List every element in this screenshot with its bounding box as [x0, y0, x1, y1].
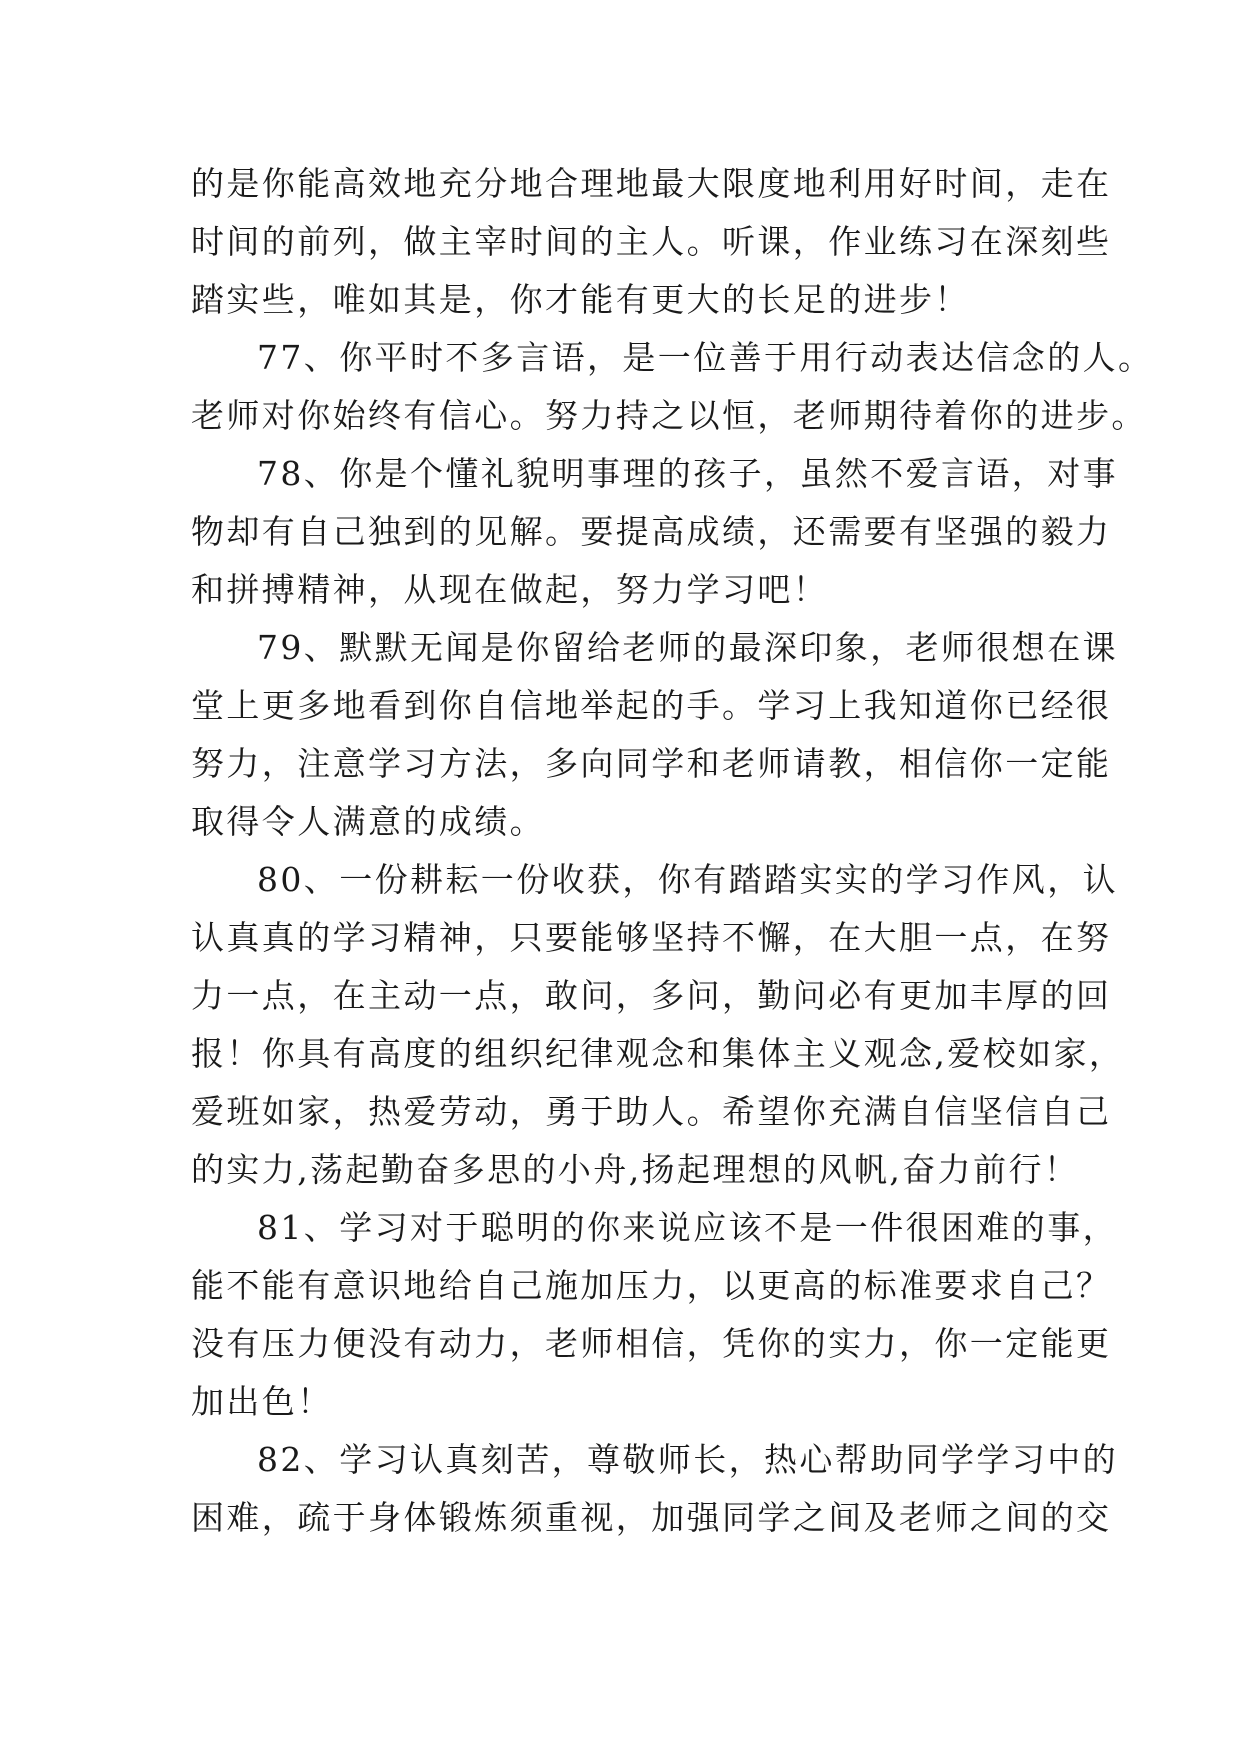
- text-line: 努力，注意学习方法，多向同学和老师请教，相信你一定能: [191, 744, 1112, 783]
- text-line: 踏实些，唯如其是，你才能有更大的长足的进步！: [191, 280, 970, 319]
- text-line: 物却有自己独到的见解。要提高成绩，还需要有坚强的毅力: [191, 512, 1112, 551]
- document-body: [191, 155, 1154, 1547]
- text-line: 爱班如家，热爱劳动，勇于助人。希望你充满自信坚信自己: [191, 1092, 1112, 1131]
- text-line: 79、默默无闻是你留给老师的最深印象，老师很想在课: [257, 628, 1118, 667]
- text-line: 困难，疏于身体锻炼须重视，加强同学之间及老师之间的交: [191, 1498, 1112, 1537]
- text-line: 77、你平时不多言语，是一位善于用行动表达信念的人。: [257, 338, 1154, 377]
- text-line: 82、学习认真刻苦，尊敬师长，热心帮助同学学习中的: [257, 1440, 1118, 1479]
- text-line: 78、你是个懂礼貌明事理的孩子，虽然不爱言语，对事: [257, 454, 1118, 493]
- text-line: 老师对你始终有信心。努力持之以恒，老师期待着你的进步。: [191, 396, 1147, 435]
- text-line: 认真真的学习精神，只要能够坚持不懈，在大胆一点，在努: [191, 918, 1112, 957]
- text-line: 80、一份耕耘一份收获，你有踏踏实实的学习作风，认: [257, 860, 1118, 899]
- text-line: 力一点，在主动一点，敢问，多问，勤问必有更加丰厚的回: [191, 976, 1112, 1015]
- text-line: 时间的前列，做主宰时间的主人。听课，作业练习在深刻些: [191, 222, 1112, 261]
- text-line: 报！你具有高度的组织纪律观念和集体主义观念,爱校如家，: [191, 1034, 1125, 1073]
- text-line: 的实力,荡起勤奋多思的小舟,扬起理想的风帆,奋力前行！: [191, 1150, 1080, 1189]
- text-line: 和拼搏精神，从现在做起，努力学习吧！: [191, 570, 829, 609]
- text-line: 81、学习对于聪明的你来说应该不是一件很困难的事，: [257, 1208, 1118, 1247]
- text-line: 没有压力便没有动力，老师相信，凭你的实力，你一定能更: [191, 1324, 1112, 1363]
- text-line: 加出色！: [191, 1382, 333, 1421]
- text-line: 堂上更多地看到你自信地举起的手。学习上我知道你已经很: [191, 686, 1112, 725]
- text-line: 取得令人满意的成绩。: [191, 802, 545, 841]
- text-line: 的是你能高效地充分地合理地最大限度地利用好时间，走在: [191, 164, 1112, 203]
- text-line: 能不能有意识地给自己施加压力，以更高的标准要求自己？: [191, 1266, 1112, 1305]
